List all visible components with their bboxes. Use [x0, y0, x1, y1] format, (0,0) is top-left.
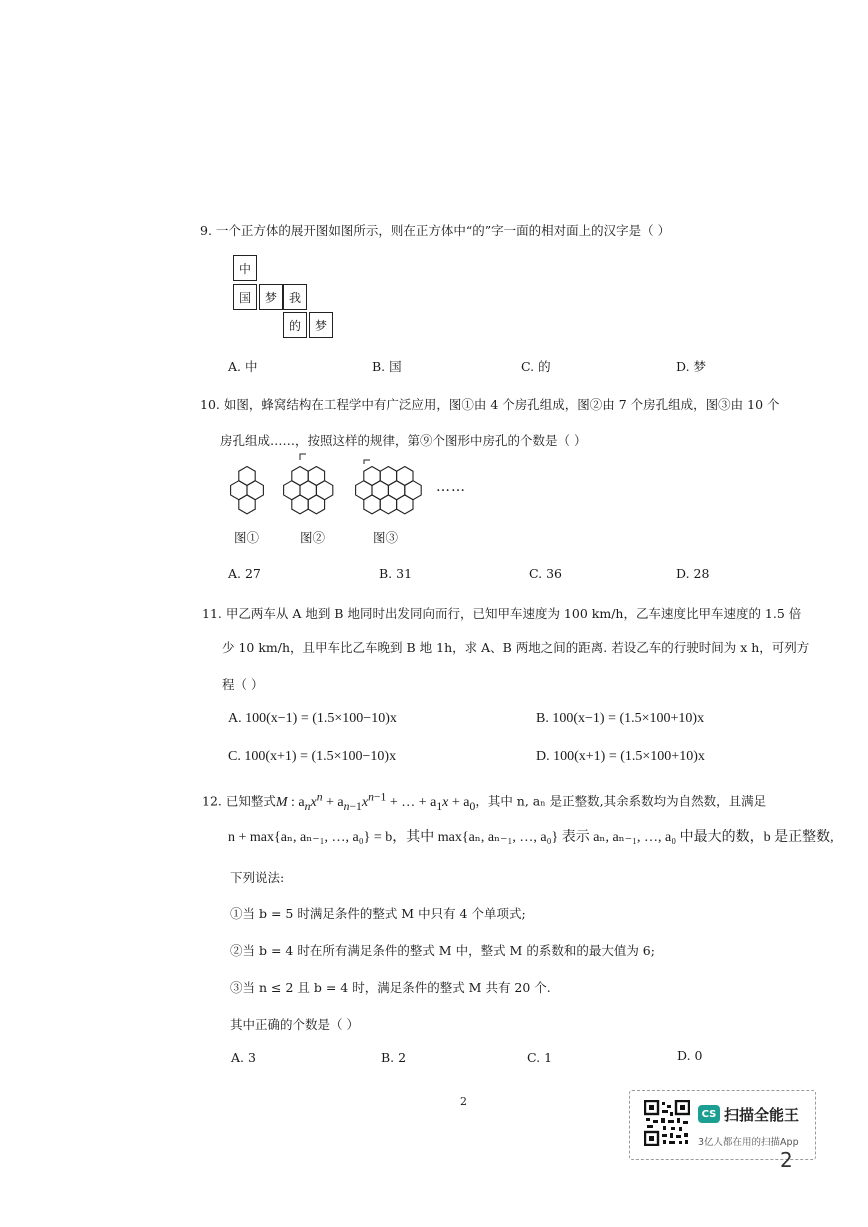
q11-option-b: B. 100(x−1) = (1.5×100+10)x: [536, 711, 705, 726]
qr-code-icon: [644, 1100, 690, 1146]
watermark-subtitle: 3亿人都在用的扫描App: [698, 1137, 799, 1148]
q12-option-c: C. 1: [527, 1050, 553, 1065]
q9-option-d: D. 梦: [676, 359, 707, 374]
q10-stem-line1: 10. 如图，蜂窝结构在工程学中有广泛应用，图①由 4 个房孔组成，图②由 7 个房孔组成，图③由 10 个: [200, 397, 780, 412]
honeycomb-figure-3: [356, 460, 422, 514]
figure-label-2: 图②: [300, 530, 326, 545]
q11-stem-line2: 少 10 km/h，且甲车比乙车晚到 B 地 1h，求 A、B 两地之间的距离. 若设乙车的行驶时间为 x h，可列方: [222, 640, 810, 655]
q10-option-a: A. 27: [228, 566, 261, 581]
figure-label-3: 图③: [373, 530, 399, 545]
corner-page-number: 2: [780, 1148, 793, 1172]
q10-option-c: C. 36: [529, 566, 562, 581]
q11-stem-line3: 程（ ）: [222, 677, 264, 692]
net-cell-4: 我: [283, 284, 307, 310]
net-cell-2: 国: [233, 284, 257, 310]
q10-stem-line2: 房孔组成……，按照这样的规律，第⑨个图形中房孔的个数是（ ）: [220, 433, 587, 448]
q12-statement-1: ①当 b = 5 时满足条件的整式 M 中只有 4 个单项式;: [230, 906, 526, 921]
q11-stem-line1: 11. 甲乙两车从 A 地到 B 地同时出发同向而行，已知甲车速度为 100 km/h，乙车速度比甲车速度的 1.5 倍: [202, 606, 802, 621]
q12-stem-line3: 下列说法:: [230, 870, 285, 885]
q9-stem: 9. 一个正方体的展开图如图所示，则在正方体中“的”字一面的相对面上的汉字是（ ）: [200, 223, 671, 238]
cs-logo-icon: CS: [698, 1105, 720, 1123]
net-cell-3: 梦: [259, 284, 283, 310]
q11-option-c: C. 100(x+1) = (1.5×100−10)x: [228, 749, 397, 764]
net-cell-6: 梦: [309, 312, 333, 338]
q12-statement-2: ②当 b = 4 时在所有满足条件的整式 M 中，整式 M 的系数和的最大值为 6;: [230, 943, 655, 958]
q12-stem-line1: 12. 已知整式M : $a_nx^n + a_{n-1}x^{n-1}$ + … + $a_1x + a_0$，其中 n, aₙ 是正整数,其余系数均为自然数，且满足: [202, 790, 767, 813]
q12-option-d: D. 0: [677, 1048, 703, 1063]
q12-option-b: B. 2: [381, 1050, 407, 1065]
q12-option-a: A. 3: [231, 1050, 256, 1065]
net-cell-1: 中: [233, 255, 257, 281]
figure-label-1: 图①: [234, 530, 260, 545]
q12-stem-line7: 其中正确的个数是（ ）: [230, 1017, 359, 1032]
q12-stem-line2: n + max{aₙ, aₙ₋₁, …, a₀} = b，其中 max{aₙ, aₙ₋₁, …, a₀} 表示 aₙ, aₙ₋₁, …, a₀ 中最大的数，b 是正整数,: [228, 830, 834, 845]
page-number: 2: [460, 1095, 467, 1108]
figure-ellipsis: ……: [436, 479, 466, 495]
watermark-title: 扫描全能王: [724, 1106, 800, 1124]
q9-option-b: B. 国: [372, 359, 402, 374]
q11-option-d: D. 100(x+1) = (1.5×100+10)x: [536, 749, 705, 764]
net-cell-5: 的: [283, 312, 307, 338]
honeycomb-figure-2: [284, 454, 333, 514]
polynomial-m: M : $a_nx^n + a_{n-1}x^{n-1}$ + … + $a_1x + a_0$: [275, 790, 476, 813]
q12-statement-3: ③当 n ≤ 2 且 b = 4 时，满足条件的整式 M 共有 20 个.: [230, 980, 551, 995]
q11-option-a: A. 100(x−1) = (1.5×100−10)x: [228, 711, 397, 726]
honeycomb-figure-1: [231, 467, 264, 514]
q9-option-c: C. 的: [521, 359, 551, 374]
q10-option-d: D. 28: [676, 566, 710, 581]
q9-option-a: A. 中: [228, 359, 258, 374]
q10-option-b: B. 31: [379, 566, 413, 581]
